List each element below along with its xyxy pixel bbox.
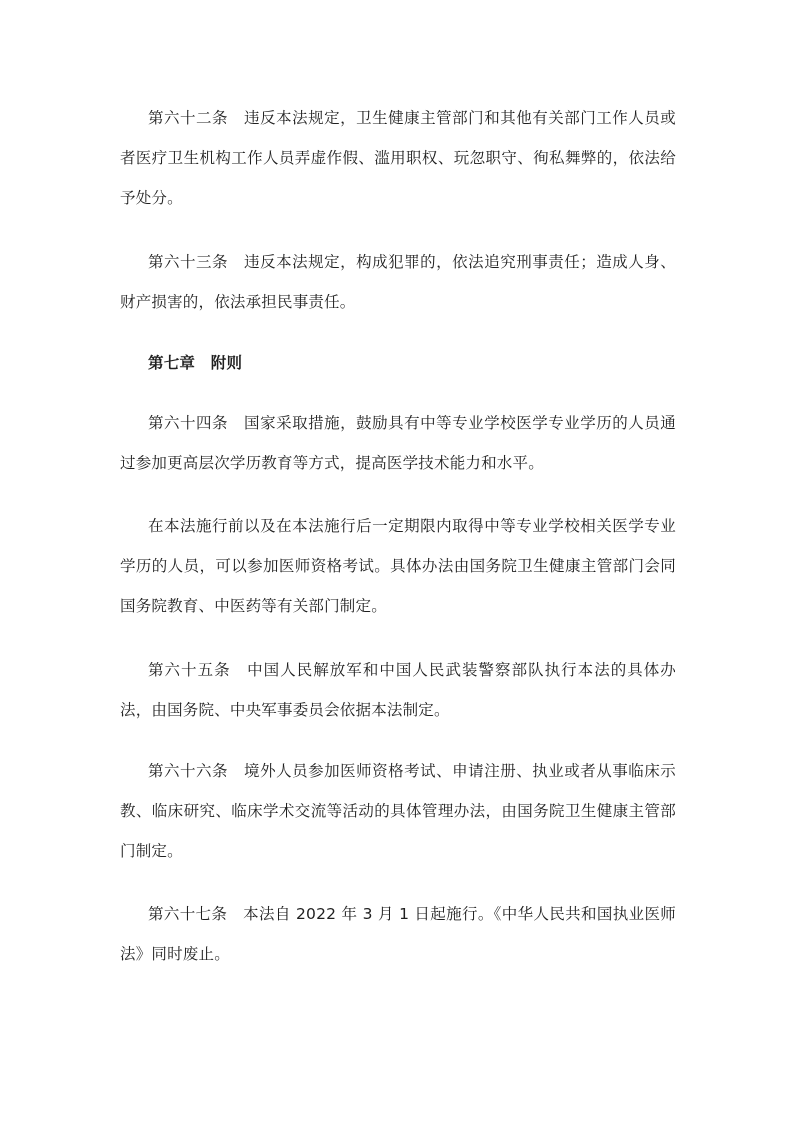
article-65-paragraph: 第六十五条 中国人民解放军和中国人民武装警察部队执行本法的具体办法，由国务院、中央军事委员会依据本法制定。: [120, 661, 676, 719]
article-67-paragraph: 第六十七条 本法自 2022 年 3 月 1 日起施行。《中华人民共和国执业医师法》同时废止。: [120, 905, 676, 963]
chapter-7-heading: 第七章 附则: [148, 354, 243, 372]
article-62-paragraph: 第六十二条 违反本法规定，卫生健康主管部门和其他有关部门工作人员或者医疗卫生机构工作人员弄虚作假、滥用职权、玩忽职守、徇私舞弊的，依法给予处分。: [120, 109, 676, 207]
article-64-paragraph: 第六十四条 国家采取措施，鼓励具有中等专业学校医学专业学历的人员通过参加更高层次学历教育等方式，提高医学技术能力和水平。: [120, 414, 676, 472]
article-63-paragraph: 第六十三条 违反本法规定，构成犯罪的，依法追究刑事责任；造成人身、财产损害的，依法承担民事责任。: [120, 253, 676, 311]
article-64-second-paragraph: 在本法施行前以及在本法施行后一定期限内取得中等专业学校相关医学专业学历的人员，可以参加医师资格考试。具体办法由国务院卫生健康主管部门会同国务院教育、中医药等有关部门制定。: [120, 517, 676, 615]
article-66-paragraph: 第六十六条 境外人员参加医师资格考试、申请注册、执业或者从事临床示教、临床研究、临床学术交流等活动的具体管理办法，由国务院卫生健康主管部门制定。: [120, 762, 676, 860]
